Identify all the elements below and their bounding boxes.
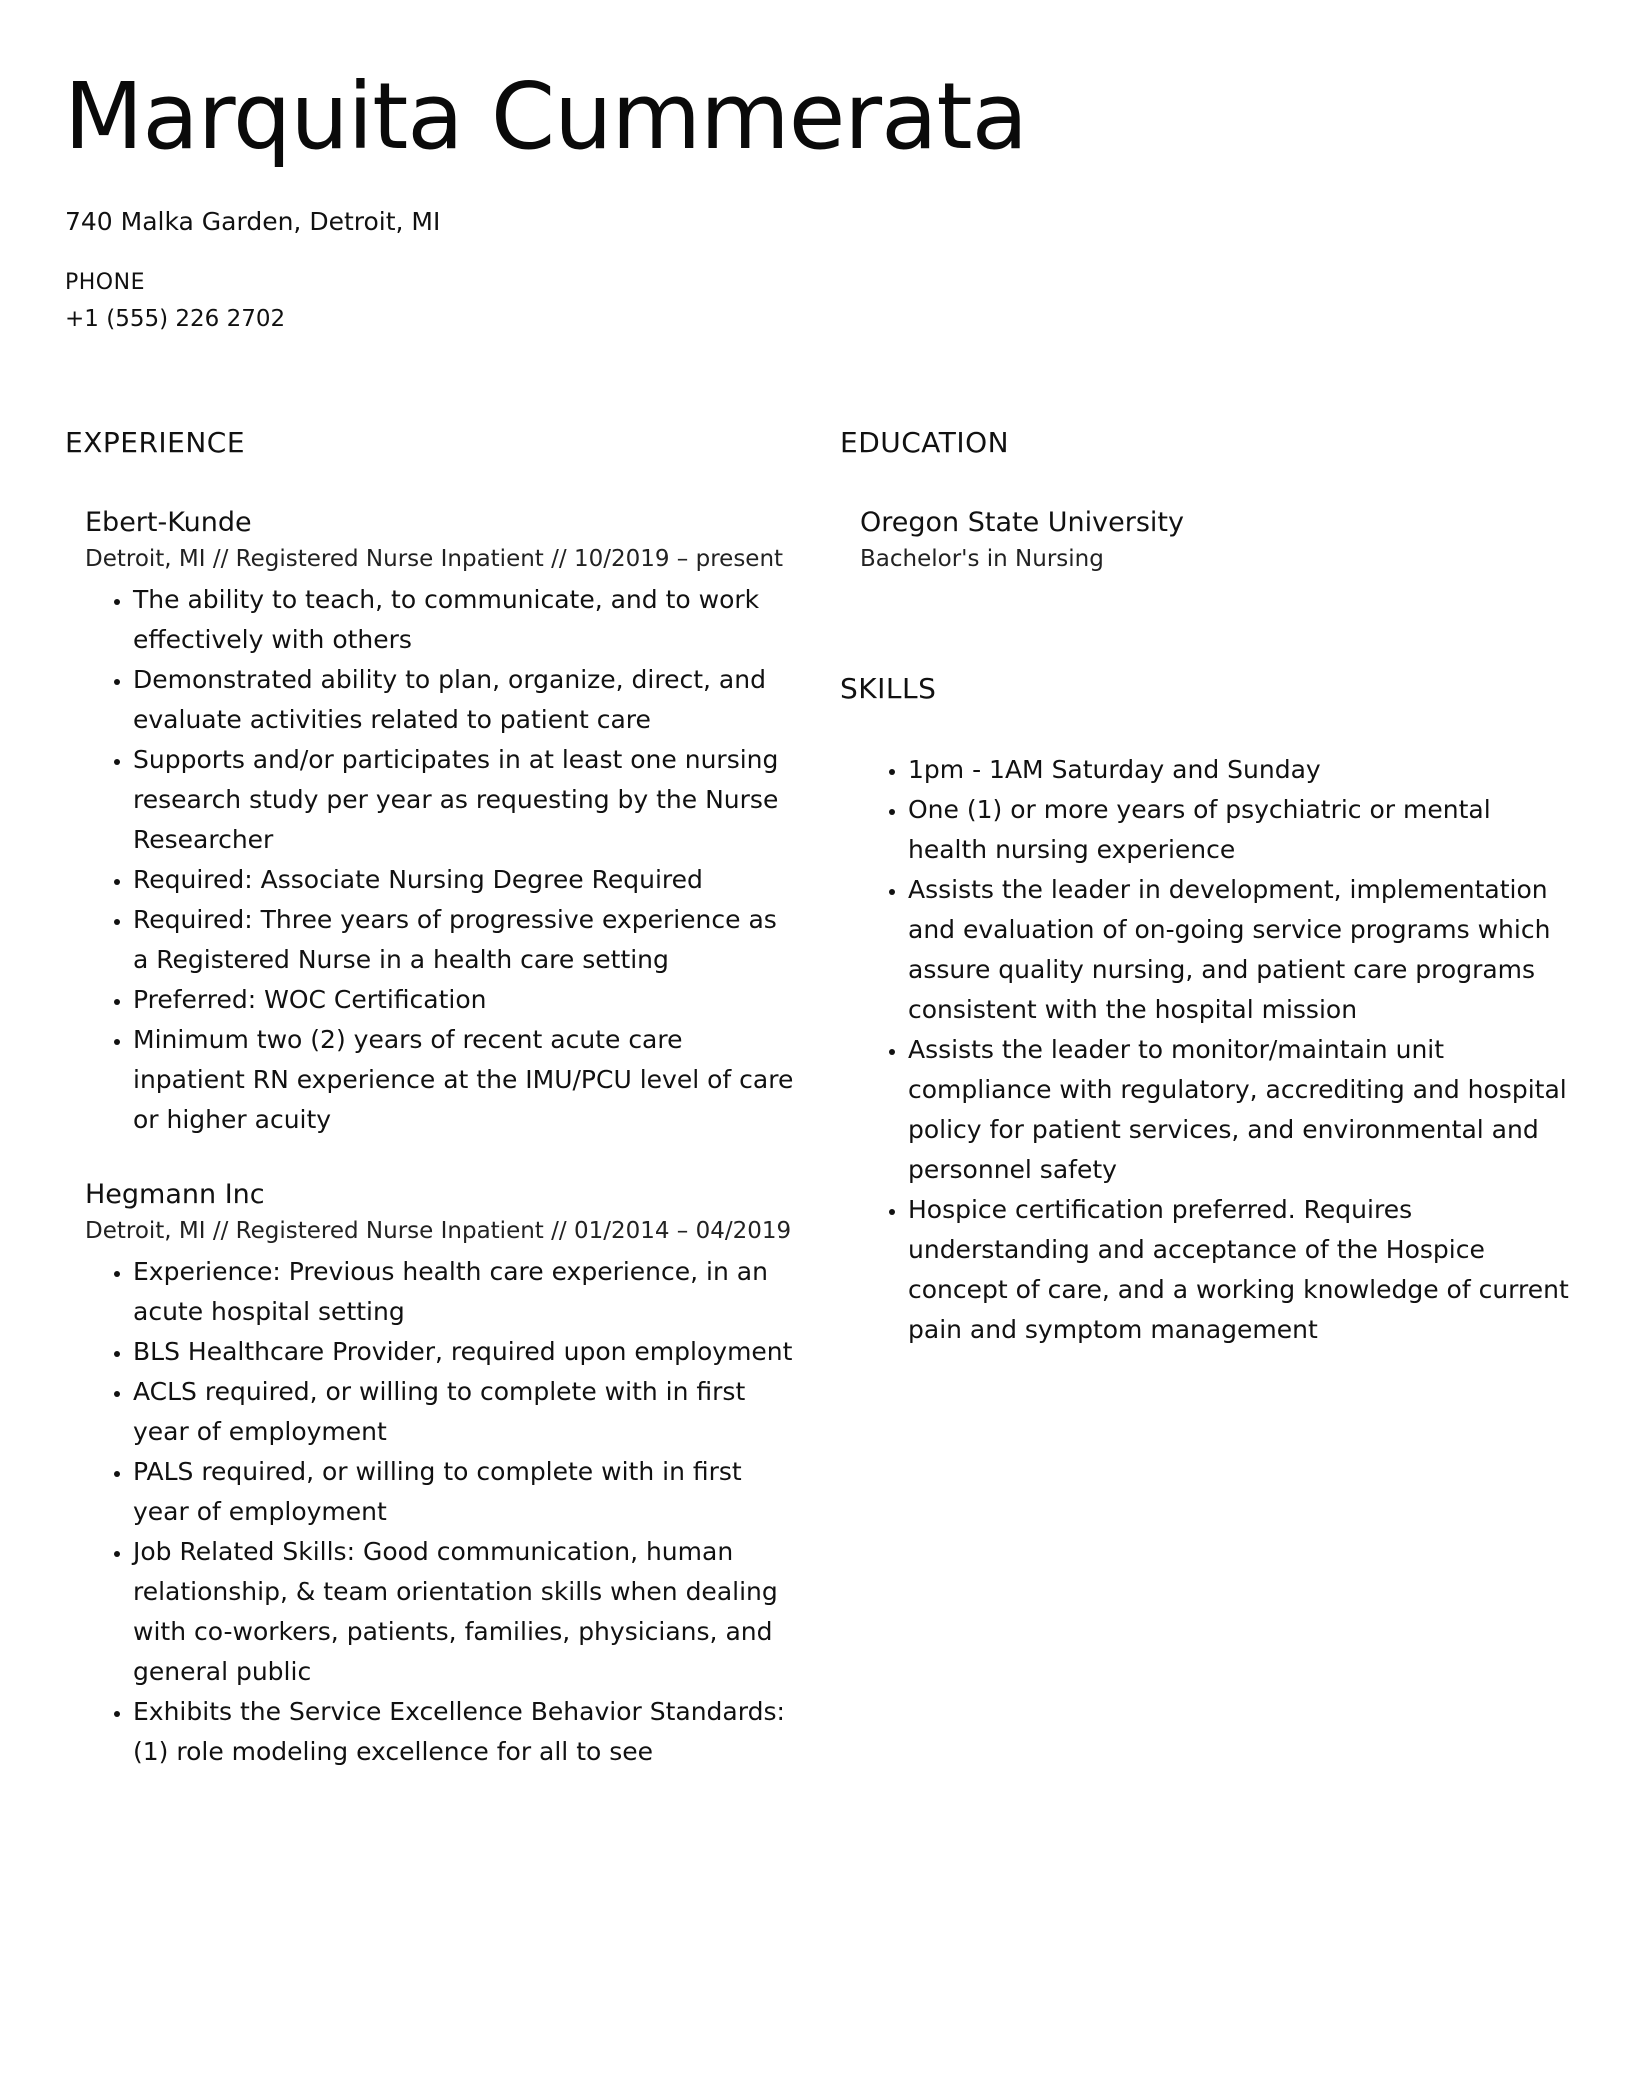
list-item: • Assists the leader in development, implementation and evaluation of on-going service programs which assure quality nursing, and patient care programs consistent with the hospital mission (908, 870, 1575, 1030)
education-entry (840, 504, 1575, 576)
list-item: • Required: Three years of progressive experience as a Registered Nurse in a health care setting (133, 900, 795, 980)
degree: Bachelor's in Nursing (860, 546, 1104, 572)
phone-label: PHONE (65, 270, 145, 295)
list-item: • BLS Healthcare Provider, required upon employment (133, 1332, 795, 1372)
list-item: • One (1) or more years of psychiatric or mental health nursing experience (908, 790, 1575, 870)
school-name: Oregon State University (860, 507, 1184, 538)
job-entry (65, 1176, 795, 1772)
education-skills-column (840, 424, 1575, 1350)
list-item: • Minimum two (2) years of recent acute care inpatient RN experience at the IMU/PCU level of care or higher acuity (133, 1020, 795, 1140)
education-heading: EDUCATION (840, 426, 1010, 459)
skills-list (840, 750, 1575, 1350)
list-item: • Demonstrated ability to plan, organize, direct, and evaluate activities related to patient care (133, 660, 795, 740)
list-item: • Supports and/or participates in at least one nursing research study per year as requesting by the Nurse Researcher (133, 740, 795, 860)
job-entry (65, 504, 795, 1140)
list-item: • Required: Associate Nursing Degree Required (133, 860, 795, 900)
list-item: • Preferred: WOC Certification (133, 980, 795, 1020)
experience-column (65, 424, 795, 1772)
skills-heading: SKILLS (840, 672, 937, 705)
list-item: • Job Related Skills: Good communication, human relationship, & team orientation skills when dealing with co-workers, patients, families, physicians, and general public (133, 1532, 795, 1692)
job-meta: Detroit, MI // Registered Nurse Inpatient // 01/2014 – 04/2019 (85, 1218, 792, 1244)
list-item: • Assists the leader to monitor/maintain unit compliance with regulatory, accrediting and hospital policy for patient services, and environmental and personnel safety (908, 1030, 1575, 1190)
job-meta: Detroit, MI // Registered Nurse Inpatient // 10/2019 – present (85, 546, 784, 572)
list-item: • Experience: Previous health care experience, in an acute hospital setting (133, 1252, 795, 1332)
candidate-name: Marquita Cummerata (64, 63, 1027, 170)
list-item: • PALS required, or willing to complete with in first year of employment (133, 1452, 795, 1532)
job-bullets (85, 1252, 795, 1772)
list-item: • Hospice certification preferred. Requires understanding and acceptance of the Hospice concept of care, and a working knowledge of current pain and symptom management (908, 1190, 1575, 1350)
list-item: • ACLS required, or willing to complete with in first year of employment (133, 1372, 795, 1452)
job-company: Hegmann Inc (85, 1179, 265, 1210)
job-bullets (85, 580, 795, 1140)
phone-number: +1 (555) 226 2702 (65, 306, 286, 332)
list-item: • The ability to teach, to communicate, and to work effectively with others (133, 580, 795, 660)
address: 740 Malka Garden, Detroit, MI (65, 207, 441, 236)
experience-heading: EXPERIENCE (65, 426, 246, 459)
list-item: • 1pm - 1AM Saturday and Sunday (908, 750, 1575, 790)
list-item: • Exhibits the Service Excellence Behavior Standards: (1) role modeling excellence for all to see (133, 1692, 795, 1772)
job-company: Ebert-Kunde (85, 507, 252, 538)
